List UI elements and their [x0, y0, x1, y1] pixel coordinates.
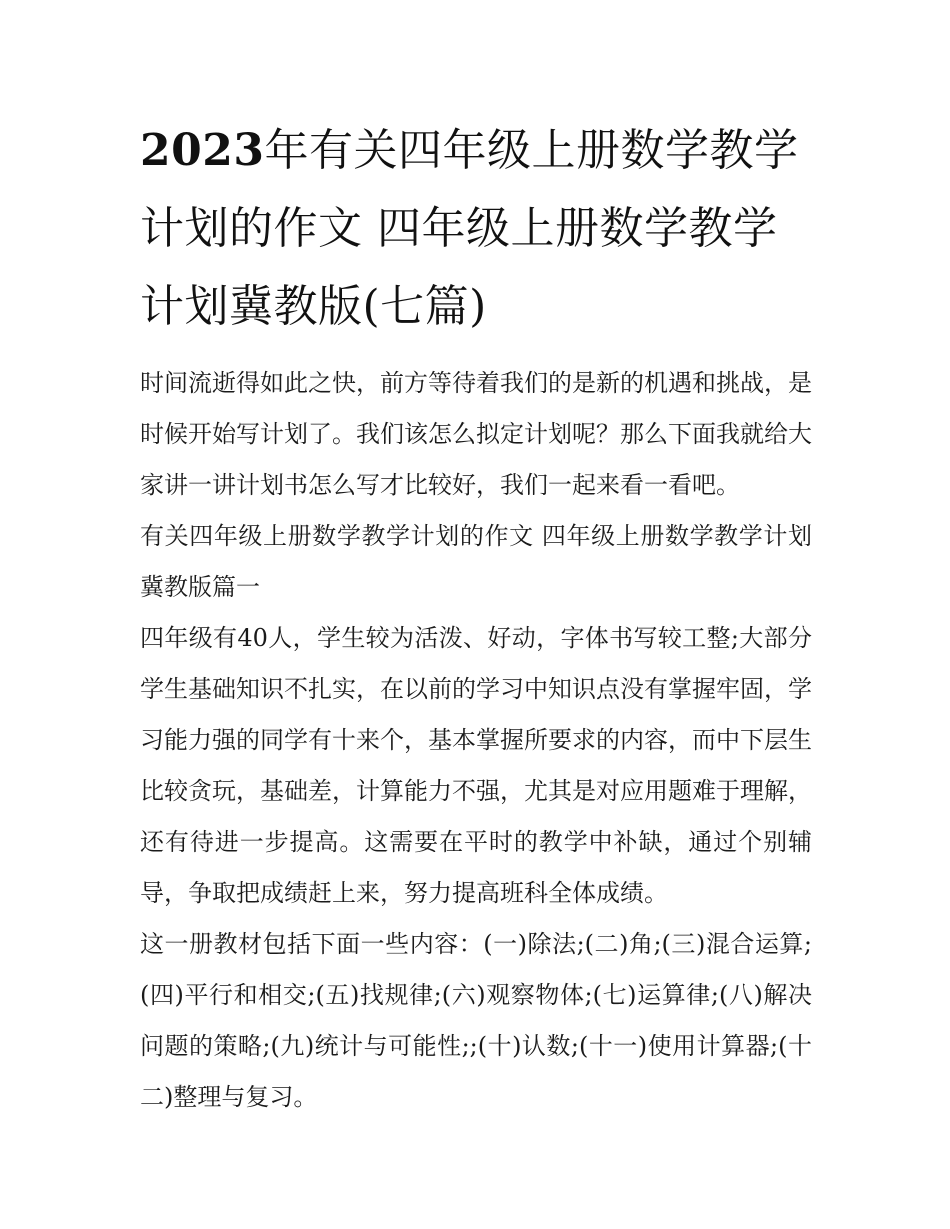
class-analysis-paragraph: 四年级有40人，学生较为活泼、好动，字体书写较工整;大部分学生基础知识不扎实，在以前的学习中知识点没有掌握牢固，学习能力强的同学有十来个，基本掌握所要求的内容，而中下层生比较贪玩，基础差，计算能力不强，尤其是对应用题难于理解，还有待进一步提高。这需要在平时的教学中补缺，通过个别辅导，争取把成绩赶上来，努力提高班科全体成绩。: [140, 624, 812, 907]
textbook-content-paragraph: 这一册教材包括下面一些内容：(一)除法;(二)角;(三)混合运算;(四)平行和相交;(五)找规律;(六)观察物体;(七)运算律;(八)解决问题的策略;(九)统计与可能性;;(十)认数;(十一)使用计算器;(十二)整理与复习。: [140, 930, 812, 1111]
title-text: 年有关四年级上册数学教学计划的作文 四年级上册数学教学计划冀教版(七篇): [140, 125, 799, 332]
document-body: [140, 358, 812, 1123]
document-content: [140, 112, 812, 1123]
intro-paragraph: 时间流逝得如此之快，前方等待着我们的是新的机遇和挑战，是时候开始写计划了。我们该怎么拟定计划呢？那么下面我就给大家讲一讲计划书怎么写才比较好，我们一起来看一看吧。: [140, 369, 812, 499]
section-heading: 有关四年级上册数学教学计划的作文 四年级上册数学教学计划冀教版篇一: [140, 522, 812, 601]
document-title: [140, 112, 812, 346]
title-year: 2023: [140, 125, 265, 176]
